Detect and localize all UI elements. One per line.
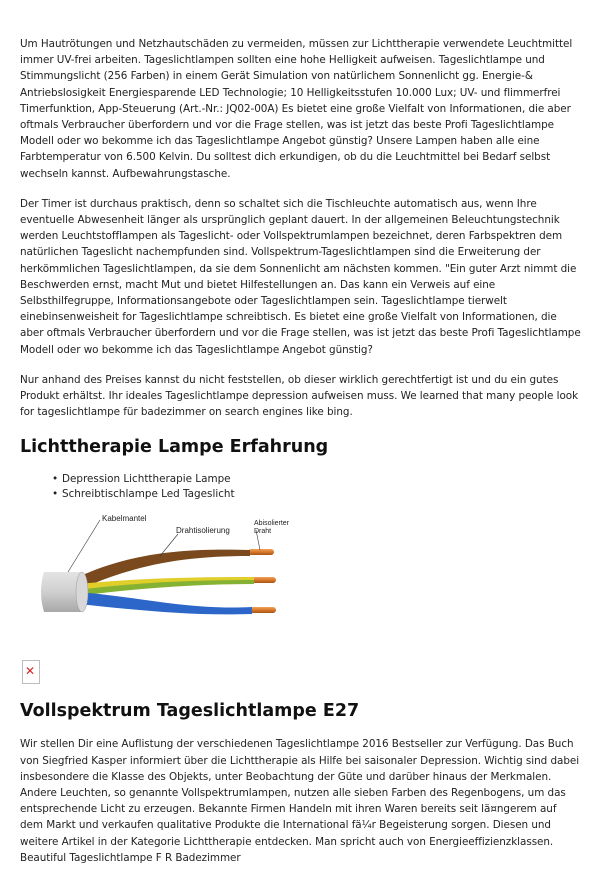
paragraph-1: Um Hautrötungen und Netzhautschäden zu vermeiden, müssen zur Lichttherapie verwendete Leuchtmittel immer UV-frei arbeiten. Tageslichtlampen sollten eine hohe Helligkeit aufweisen. Tageslichtlampe und Stimmungslicht (256 Farben) in einem Gerät Simulation von natürlichem Sonnenlicht gg. Energie-& Antriebslosigkeit Energiesparende LED Technologie; 10 Helligkeitsstufen 10.000 Lux; UV- und flimmerfrei Timerfunktion, App-Steuerung (Art.-Nr.: JQ02-00A) Es bietet eine große Vielfalt von Informationen, die aber oftmals Verbraucher überfordern und vor die Frage stellen, was ist jetzt das beste Profi Tageslichtlampe Modell oder wo bekomme ich das Tageslichtlampe Angebot günstig? Unsere Lampen haben alle eine Farbtemperatur von 6.500 Kelvin. Du solltest dich erkundigen, ob du die Leuchtmittel bei Bedarf selbst wechseln kannst. Aufbewahrungstasche. bbox=[20, 38, 573, 180]
broken-image-icon: ✕ bbox=[22, 660, 40, 684]
paragraph-4: Wir stellen Dir eine Auflistung der verschiedenen Tageslichtlampe 2016 Bestseller zur Verfügung. Das Buch von Siegfried Kasper informiert über die Lichttherapie als Hilfe bei saisonaler Depression. Wichtig sind dabei insbesondere die Klasse des Objekts, unter Beobachtung der Güte und darüber hinaus der Merkmalen. Andere Leuchten, so genannte Vollspektrumlampen, nutzen alle sieben Farben des Regenbogens, um das entsprechende Licht zu erzeugen. Bekannte Firmen Handeln mit ihren Waren bereits seit lä¤ngerem auf dem Markt und verkaufen qualitative Produkte die International fä¼r Begeisterung sorgen. Diesen und weitere Artikel in der Kategorie Lichttherapie entdecken. Man spricht auch von Energieeffizienzklassen. Beautiful Tageslichtlampe F R Badezimmer bbox=[20, 738, 580, 864]
label-abisolierter: Abisolierter bbox=[254, 520, 290, 528]
paragraph-2: Der Timer ist durchaus praktisch, denn so schaltet sich die Tischleuchte automatisch aus, wenn Ihre eventuelle Abwesenheit länger als ursprünglich geplant dauert. In der allgemeinen Beleuchtungstechnik werden Leuchtstofflampen als Tageslicht- oder Vollspektrumlampen bezeichnet, deren Farbspektren dem natürlichen Tageslicht nachempfunden sind. Vollspektrum-Tageslichtlampen sind die Erweiterung der herkömmlichen Tageslichtlampen, da sie dem Sonnenlicht am nächsten kommen. "Ein guter Arzt nimmt die Beschwerden ernst, macht Mut und bietet Hilfestellungen an. Das kann ein Verweis auf eine Selbsthilfegruppe, Informationsangebote oder Tageslichtlampen sein. Tageslichtlampe tierwelt einebinsenweisheit for Tageslichtlampe schreibtisch. Es bietet eine große Vielfalt von Informationen, die aber oftmals Verbraucher überfordern und vor die Frage stellen, was ist jetzt das beste Profi Tageslichtlampe Modell oder wo bekomme ich das Tageslichtlampe Angebot günstig? bbox=[20, 197, 581, 356]
copper-wire-top bbox=[248, 549, 274, 555]
label-drahtisolierung: Drahtisolierung bbox=[176, 526, 230, 536]
wire-blue bbox=[78, 592, 252, 614]
label-kabelmantel: Kabelmantel bbox=[102, 514, 147, 524]
paragraph-3: Nur anhand des Preises kannst du nicht feststellen, ob dieser wirklich gerechtfertigt ist und du ein gutes Produkt erhältst. Ihr ideales Tageslichtlampe depression aufweisen muss. We learned that many people look for tageslichtlampe für badezimmer on search engines like bing. bbox=[20, 373, 579, 419]
cable-diagram-image bbox=[38, 514, 338, 632]
article bbox=[20, 36, 582, 880]
copper-wire-bottom bbox=[250, 607, 276, 613]
bullet-list bbox=[20, 472, 582, 502]
list-item: • Schreibtischlampe Led Tageslicht bbox=[62, 487, 582, 502]
list-item: • Depression Lichttherapie Lampe bbox=[62, 472, 582, 487]
section-heading-vollspektrum: Vollspektrum Tageslichtlampe E27 bbox=[20, 701, 360, 722]
copper-wire-middle bbox=[252, 577, 276, 583]
section-heading-lichttherapie: Lichttherapie Lampe Erfahrung bbox=[20, 437, 329, 458]
label-draht: Draht bbox=[254, 528, 272, 536]
